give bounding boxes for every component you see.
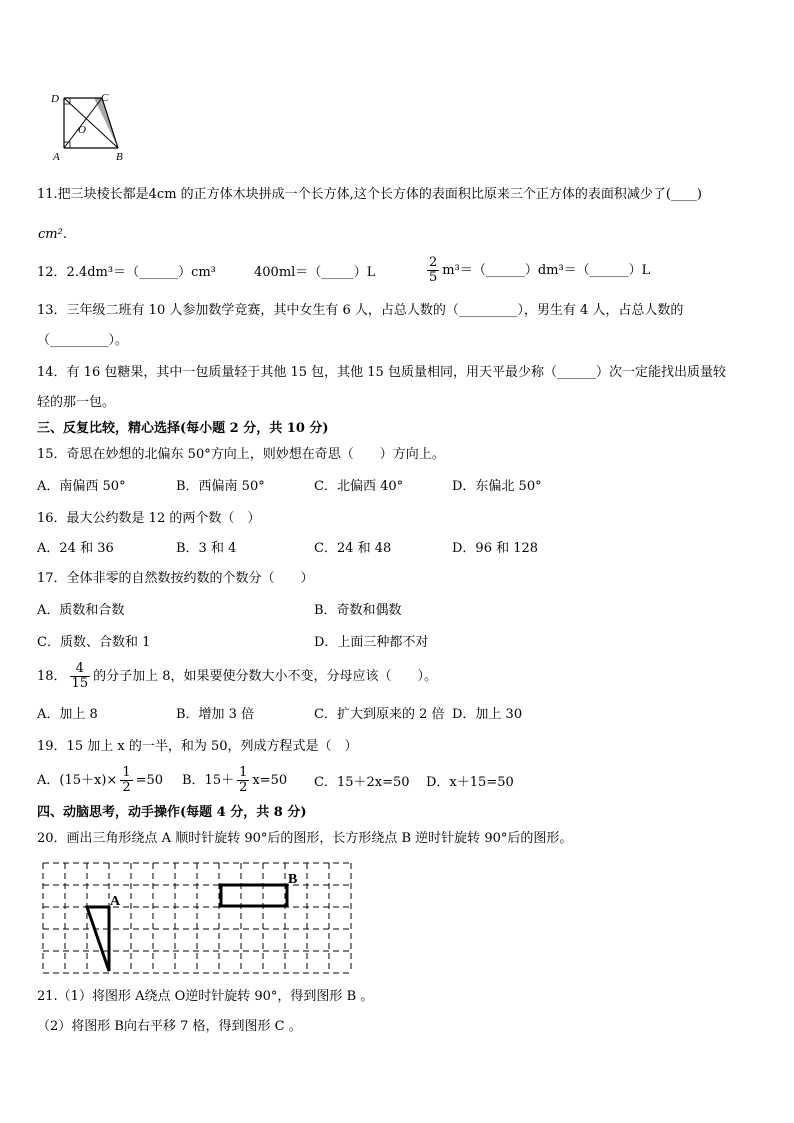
q12-fraction: $\frac{2}{5}$ [429, 255, 438, 285]
trapezoid-figure [48, 88, 133, 166]
q19-option-d: D．x＋15=50 [426, 775, 514, 790]
q21-line2: （2）将图形 B向右平移 7 格，得到图形 C 。 [37, 1019, 302, 1034]
point-a-label: A [110, 894, 121, 909]
q20-stem: 20．画出三角形绕点 A 顺时针旋转 90°后的图形，长方形绕点 B 逆时针旋转 90°后的图形。 [37, 831, 573, 846]
q17-stem: 17．全体非零的自然数按约数的个数分（ ） [37, 571, 314, 586]
label-o: O [78, 124, 86, 136]
q16-option-a: A．24 和 36 [37, 541, 114, 556]
q11-text: 11.把三块棱长都是4cm 的正方体木块拼成一个长方体,这个长方体的表面积比原来三个正方体的表面积减少了(____) [37, 187, 702, 202]
q16-stem: 16．最大公约数是 12 的两个数（ ） [37, 511, 261, 526]
q15-option-b: B．西偏南 50° [176, 479, 265, 494]
q17-option-c: C．质数、合数和 1 [37, 635, 151, 650]
q12-part3: $\frac{2}{5}$ m³＝（______）dm³＝（______）L [429, 255, 651, 285]
q19-option-c: C．15＋2x=50 [314, 775, 410, 790]
q12-part1: 12．2.4dm³＝（______）cm³ [37, 265, 216, 280]
q19-option-a: A．(15＋x)× $\frac{1}{2}$ =50 [37, 765, 164, 795]
section-3-heading: 三、反复比较，精心选择(每小题 2 分，共 10 分) [37, 421, 329, 436]
q19-half-b: $\frac{1}{2}$ [239, 765, 248, 795]
label-d: D [51, 93, 59, 105]
q14-line1: 14．有 16 包糖果，其中一包质量轻于其他 15 包，其他 15 包质量相同，用天平最少称（______）次一定能找出质量较 [37, 365, 726, 380]
section-4-heading: 四、动脑思考，动手操作(每题 4 分，共 8 分) [37, 805, 307, 820]
q11-unit: cm². [38, 227, 67, 242]
q17-option-a: A．质数和合数 [37, 603, 125, 618]
q13-line1: 13．三年级二班有 10 人参加数学竞赛，其中女生有 6 人，占总人数的（_________），男生有 4 人，占总人数的 [37, 303, 684, 318]
q19-stem: 19．15 加上 x 的一半，和为 50，列成方程式是（ ） [37, 739, 358, 754]
q15-option-d: D．东偏北 50° [452, 479, 542, 494]
q19-half-a: $\frac{1}{2}$ [122, 765, 131, 795]
q13-line2: （_________）。 [37, 333, 129, 348]
q15-option-a: A．南偏西 50° [37, 479, 126, 494]
q12-part2: 400ml＝（_____）L [254, 265, 376, 280]
q15-stem: 15．奇思在妙想的北偏东 50°方向上，则妙想在奇思（ ）方向上。 [37, 447, 445, 462]
q15-option-c: C．北偏西 40° [314, 479, 404, 494]
triangle-shape [87, 907, 109, 971]
q16-option-c: C．24 和 48 [314, 541, 392, 556]
q18-option-d: D．加上 30 [452, 707, 523, 722]
q18-option-c: C．扩大到原来的 2 倍 [314, 707, 445, 722]
label-c: C [101, 92, 109, 104]
q18-option-b: B．增加 3 倍 [176, 707, 255, 722]
q17-option-d: D．上面三种都不对 [314, 635, 429, 650]
label-a: A [53, 151, 60, 163]
q19-option-b: B．15＋ $\frac{1}{2}$ x=50 [182, 765, 288, 795]
q18-fraction: $\frac{4}{15}$ [71, 661, 89, 691]
label-b: B [116, 151, 123, 163]
rotation-grid [40, 860, 356, 974]
q18-option-a: A．加上 8 [37, 707, 98, 722]
q17-option-b: B．奇数和偶数 [314, 603, 402, 618]
rectangle-shape [221, 885, 287, 906]
q18-stem: 18． $\frac{4}{15}$ 的分子加上 8，如果要使分数大小不变，分母应该（ ）。 [37, 661, 437, 691]
q21-line1: 21.（1）将图形 A绕点 O逆时针旋转 90°，得到图形 B 。 [37, 989, 374, 1004]
q16-option-b: B．3 和 4 [176, 541, 237, 556]
shaded-triangle [94, 98, 118, 148]
point-b-label: B [288, 872, 298, 887]
q14-line2: 轻的那一包。 [37, 395, 116, 410]
q16-option-d: D．96 和 128 [452, 541, 539, 556]
